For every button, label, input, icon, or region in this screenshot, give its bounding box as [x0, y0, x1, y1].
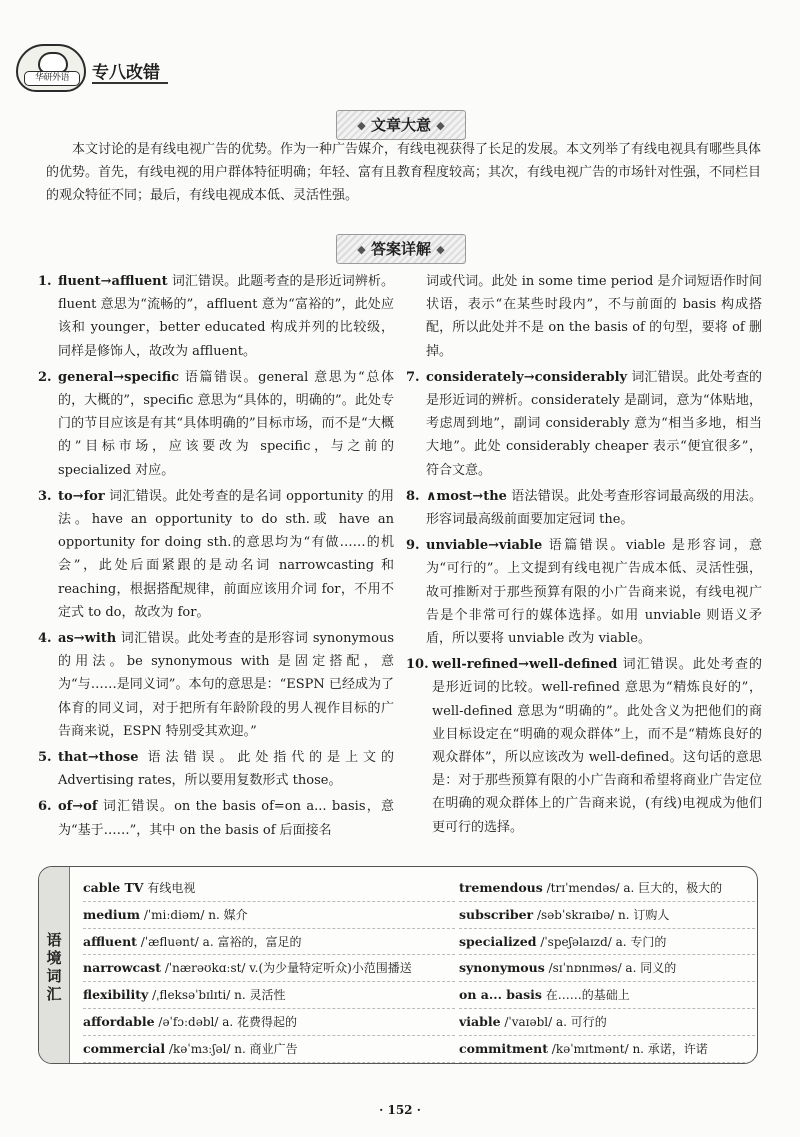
answer-number: 5.: [38, 750, 52, 766]
vocab-term: tremendous: [459, 880, 543, 895]
vocabulary-label: 语境词汇: [46, 931, 62, 1003]
answer-item-continued: [406, 270, 762, 363]
answer-item: [38, 366, 394, 482]
correction: well-refined→well-defined: [432, 657, 618, 673]
section-title: 专八改错: [92, 63, 160, 83]
summary-paragraph: 本文讨论的是有线电视广告的优势。作为一种广告媒介，有线电视获得了长足的发展。本文列举了有线电视具有哪些具体的优势。首先，有线电视的用户群体特征明确；年轻、富有且教育程度较高；其次，有线电视广告的市场针对性强，不同栏目的观众特征不同；最后，有线电视成本低、灵活性强。: [46, 142, 762, 203]
explanation: 语篇错误。general 意思为“总体的，大概的”，specific 意思为“具体的，明确的”。此处专门的节目应该是有其“具体明确的”目标市场，而不是“大概的”目标市场，应该要改为 specific，与之前的 specialized 对应。: [58, 369, 394, 478]
correction: to→for: [58, 488, 105, 504]
answer-number: 2.: [38, 369, 52, 385]
answers-right-column: [406, 270, 762, 842]
vocab-term: affordable: [83, 1013, 155, 1029]
answer-item: [38, 485, 394, 624]
answer-number: 6.: [38, 799, 52, 815]
explanation: 语篇错误。viable 是形容词，意为“可行的”。上文提到有线电视广告成本低、灵活性强，故可推断对于那些预算有限的小广告商来说，有线电视广告是个非常可行的媒体选择。如用 unviable 则语义矛盾，所以要将 unviable 改为 viable。: [426, 538, 762, 647]
logo-text: 华研外语: [24, 71, 80, 86]
answer-item: [38, 746, 394, 792]
vocab-definition: /trɪˈmendəs/ a. 巨大的，极大的: [546, 881, 723, 895]
vocab-definition: /ˈvaɪəbl/ a. 可行的: [504, 1014, 607, 1029]
vocab-term: synonymous: [459, 960, 545, 976]
vocab-entry: [459, 982, 755, 1009]
title-underline: [92, 82, 168, 84]
vocab-term: medium: [83, 906, 140, 922]
summary-heading-banner: [336, 110, 466, 140]
vocab-term: commercial: [83, 1040, 166, 1056]
vocab-definition: 在……的基础上: [545, 988, 630, 1003]
answer-number: 8.: [406, 488, 420, 504]
explanation: 词汇错误。此处考查的是形近词的辨析。considerately 是副词，意为“体贴地，考虑周到地”，副词 considerably 意为“相当多地，相当大地”。此处 considerably cheaper 表示“便宜很多”，符合文意。: [426, 369, 762, 478]
vocab-definition: 有线电视: [147, 881, 196, 895]
vocab-definition: /ˈspeʃəlaɪzd/ a. 专门的: [540, 934, 667, 949]
correction: as→with: [58, 631, 117, 647]
answer-item: [406, 485, 762, 531]
vocab-entry: [459, 929, 755, 956]
answer-number: 10.: [406, 657, 429, 673]
vocab-entry: [83, 902, 455, 929]
vocab-entry: [83, 982, 455, 1009]
correction: unviable→viable: [426, 538, 543, 554]
diamond-icon: ◆: [357, 243, 366, 256]
vocab-definition: /ˈmiːdiəm/ n. 媒介: [143, 907, 248, 922]
vocabulary-left-column: [83, 875, 455, 1063]
answer-item: [38, 795, 394, 841]
answers-heading-banner: [336, 234, 466, 264]
vocab-entry: [83, 1036, 455, 1063]
vocabulary-sidebar: [39, 867, 70, 1063]
answer-number: 1.: [38, 274, 52, 289]
vocabulary-right-column: [459, 875, 755, 1063]
vocabulary-box: [38, 866, 758, 1064]
diamond-icon: ◆: [357, 119, 366, 132]
diamond-icon: ◆: [436, 243, 445, 256]
correction: that→those: [58, 750, 139, 766]
correction: general→specific: [58, 369, 180, 385]
answer-item: [406, 366, 762, 482]
publisher-logo: [16, 44, 86, 92]
explanation: 词汇错误。此处考查的是名词 opportunity 的用法。have an opportunity to do sth.或 have an opportunity for doing sth.的意思均为“有做……的机会”，此处后面紧跟的是动名词 narrowcasting 和 reaching，根据搭配规律，前面应该用介词 for，不用不定式 to do，故改为 for。: [58, 488, 394, 620]
vocab-definition: /səbˈskraɪbə/ n. 订购人: [536, 907, 670, 922]
diamond-icon: ◆: [436, 119, 445, 132]
vocab-term: commitment: [459, 1040, 548, 1056]
answer-number: 3.: [38, 488, 52, 504]
vocab-entry: [459, 902, 755, 929]
summary-heading: 文章大意: [370, 116, 431, 134]
correction: ∧most→the: [426, 488, 507, 504]
answer-item: [406, 534, 762, 650]
page-number: · 152 ·: [379, 1103, 421, 1117]
answer-number: 9.: [406, 538, 420, 554]
explanation: 词汇错误。此题考查的是形近词辨析。fluent 意思为“流畅的”，affluent 意为“富裕的”，此处应该和 younger，better educated 构成并列的比较级，同样是修饰人，故改为 affluent。: [58, 274, 394, 359]
vocab-definition: /ˈæfluənt/ a. 富裕的，富足的: [140, 934, 302, 949]
correction: fluent→affluent: [58, 274, 168, 289]
vocab-term: cable TV: [83, 880, 144, 895]
answer-number: 4.: [38, 631, 52, 647]
vocab-entry: [459, 875, 755, 902]
answer-item: [38, 627, 394, 743]
vocab-definition: /sɪˈnɒnɪməs/ a. 同义的: [548, 961, 677, 976]
explanation: 词汇错误。on the basis of=on a... basis，意为“基于……”，其中 on the basis of 后面接名: [58, 799, 394, 838]
vocab-definition: /kəˈmɪtmənt/ n. 承诺，许诺: [551, 1041, 708, 1056]
vocab-entry: [459, 955, 755, 982]
vocab-definition: /kəˈmɜːʃəl/ n. 商业广告: [168, 1041, 298, 1056]
vocab-entry: [459, 1009, 755, 1036]
vocab-term: affluent: [83, 933, 137, 949]
vocab-definition: /ˈnærəʊkɑːst/ v.(为少量特定听众)小范围播送: [164, 961, 412, 976]
vocab-entry: [83, 875, 455, 902]
explanation: 语法错误。此处指代的是上文的 Advertising rates，所以要用复数形式 those。: [58, 750, 394, 789]
answer-number: 7.: [406, 369, 420, 385]
vocab-entry: [459, 1036, 755, 1063]
vocab-term: subscriber: [459, 906, 534, 922]
explanation: 词或代词。此处 in some time period 是介词短语作时间状语，表示“在某些时段内”，不与前面的 basis 构成搭配，所以此处并不是 on the basis of 的句型，要将 of 删掉。: [426, 274, 762, 359]
answer-item: [406, 653, 762, 839]
explanation: 词汇错误。此处考查的是形近词的比较。well-refined 意思为“精炼良好的”，well-defined 意思为“明确的”。此处含义为把他们的商业目标设定在“明确的观众群体”上，而不是“精炼良好的观众群体”，所以应该改为 well-defined。这句话的意思是：对于那些预算有限的小广告商和希望将商业广告定位在明确的观众群体上的广告商来说，(有线)电视成为他们更可行的选择。: [432, 657, 762, 835]
vocab-term: on a... basis: [459, 987, 542, 1003]
answers-heading: 答案详解: [370, 240, 431, 258]
correction: considerately→considerably: [426, 369, 628, 385]
explanation: 语法错误。此处考查形容词最高级的用法。形容词最高级前面要加定冠词 the。: [426, 488, 762, 528]
vocab-term: narrowcast: [83, 960, 161, 976]
explanation: 词汇错误。此处考查的是形容词 synonymous 的用法。be synonymous with 是固定搭配，意为“与……是同义词”。本句的意思是：“ESPN 已经成为了体育的同义词，对于把所有年龄阶段的男人视作目标的广告商来说，ESPN 特别受其欢迎。”: [58, 631, 394, 739]
vocab-entry: [83, 1009, 455, 1036]
answers-left-column: [38, 270, 394, 845]
vocab-definition: /ˌfleksəˈbɪlɪti/ n. 灵活性: [152, 988, 286, 1003]
vocab-definition: /əˈfɔːdəbl/ a. 花费得起的: [158, 1014, 297, 1029]
vocab-term: flexibility: [83, 987, 149, 1003]
vocab-entry: [83, 929, 455, 956]
answer-item: [38, 270, 394, 363]
correction: of→of: [58, 799, 98, 815]
vocab-term: specialized: [459, 933, 537, 949]
vocab-term: viable: [459, 1013, 501, 1029]
vocab-entry: [83, 955, 455, 982]
